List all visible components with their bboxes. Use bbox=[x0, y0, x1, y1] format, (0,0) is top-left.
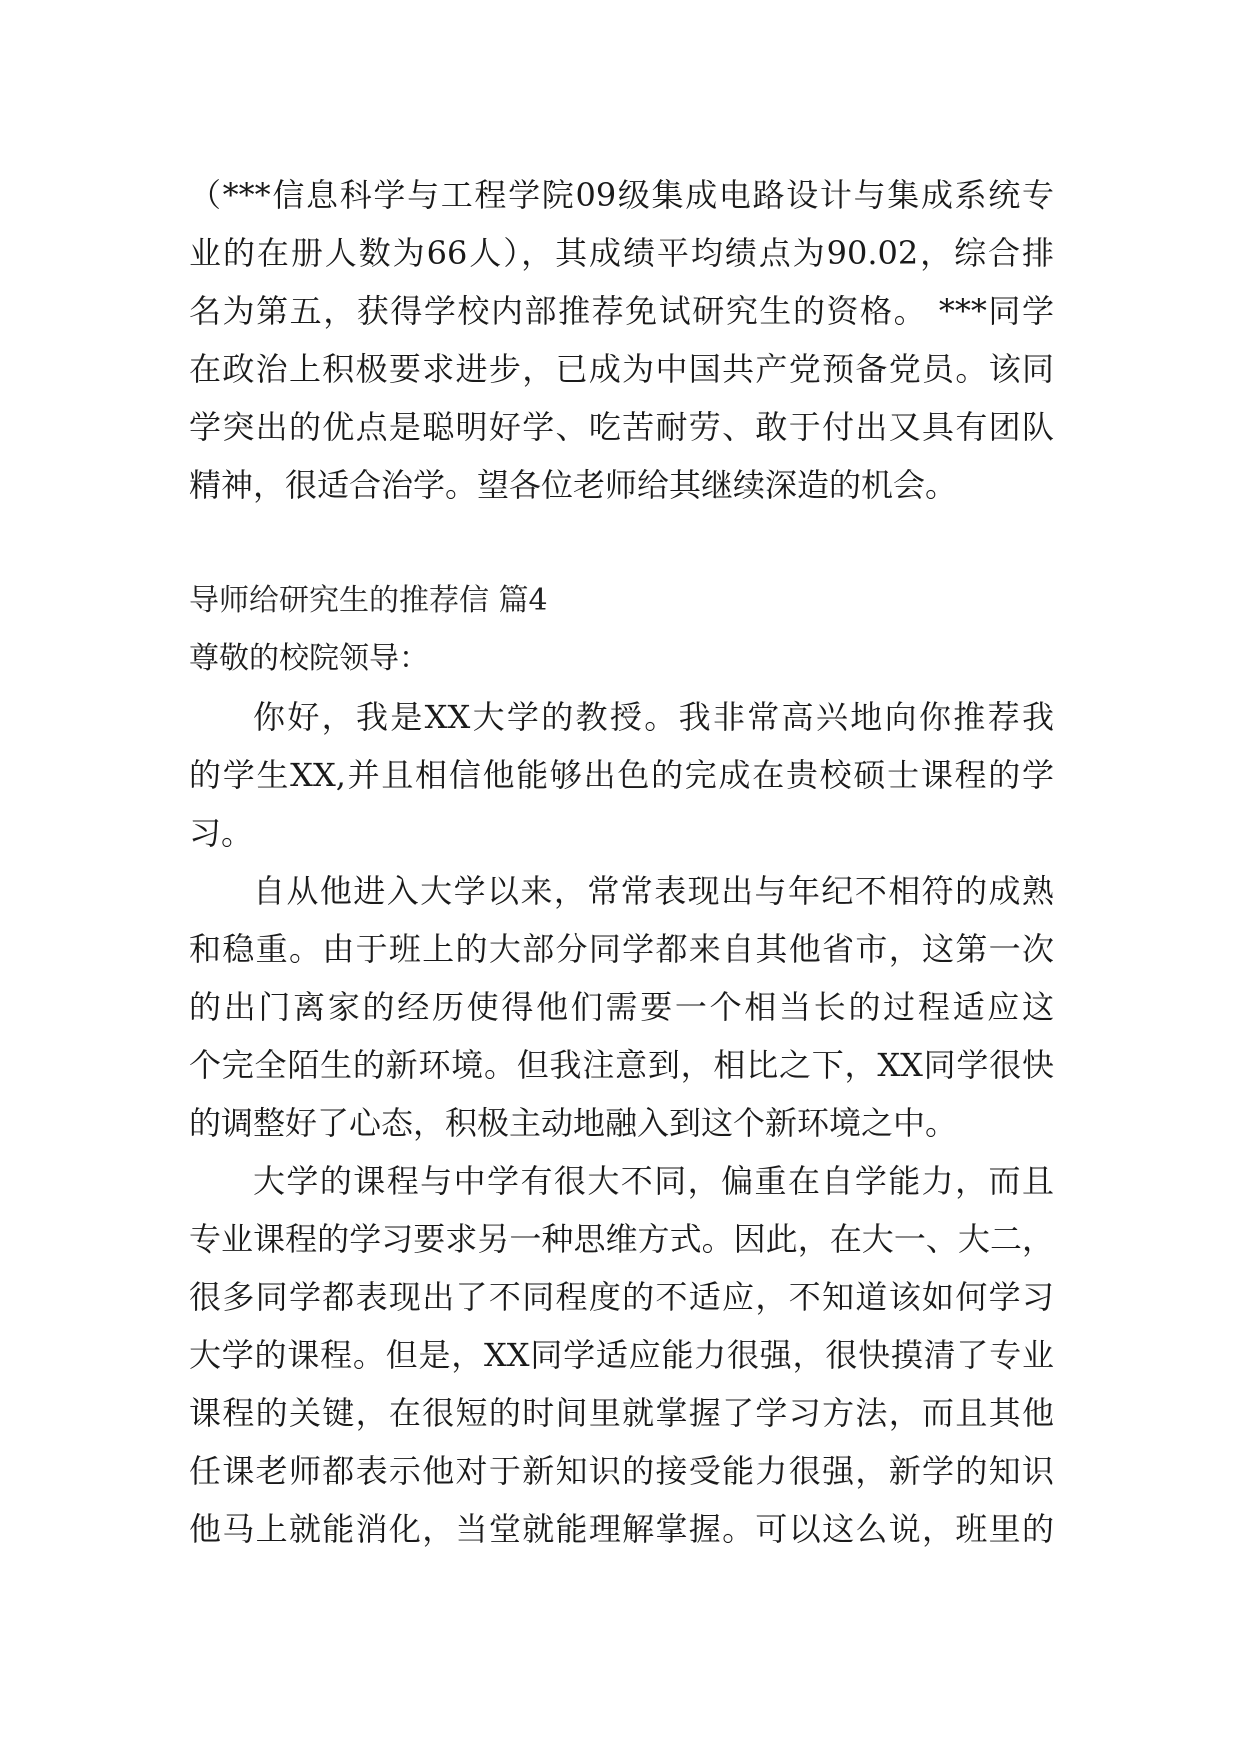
text-line: 大学的课程与中学有很大不同，偏重在自学能力，而且 bbox=[253, 1162, 1054, 1200]
text-line: 和稳重。由于班上的大部分同学都来自其他省市，这第一次 bbox=[189, 930, 1054, 968]
text-line: 他马上就能消化，当堂就能理解掌握。可以这么说，班里的 bbox=[189, 1510, 1054, 1548]
text-line: 的学生XX,并且相信他能够出色的完成在贵校硕士课程的学 bbox=[189, 756, 1054, 794]
paragraph-3 bbox=[189, 1152, 1054, 1558]
text-line: 的出门离家的经历使得他们需要一个相当长的过程适应这 bbox=[189, 988, 1054, 1026]
intro-paragraph bbox=[189, 166, 1054, 514]
text-line: 精神，很适合治学。望各位老师给其继续深造的机会。 bbox=[189, 466, 958, 504]
text-line: 习。 bbox=[189, 814, 254, 852]
paragraph-1 bbox=[189, 688, 1054, 862]
text-line: 很多同学都表现出了不同程度的不适应，不知道该如何学习 bbox=[189, 1278, 1054, 1316]
text-line: 大学的课程。但是，XX同学适应能力很强，很快摸清了专业 bbox=[189, 1336, 1054, 1374]
document-body bbox=[189, 166, 1054, 1558]
text-line: 的调整好了心态，积极主动地融入到这个新环境之中。 bbox=[189, 1104, 958, 1142]
text-line: 个完全陌生的新环境。但我注意到，相比之下，XX同学很快 bbox=[189, 1046, 1054, 1084]
text-line: 专业课程的学习要求另一种思维方式。因此，在大一、大二， bbox=[189, 1220, 1054, 1258]
paragraph-spacer bbox=[189, 514, 1054, 572]
text-line: 名为第五，获得学校内部推荐免试研究生的资格。 ***同学 bbox=[189, 292, 1054, 330]
text-line: 业的在册人数为66人），其成绩平均绩点为90.02，综合排 bbox=[189, 234, 1054, 272]
text-line: 自从他进入大学以来，常常表现出与年纪不相符的成熟 bbox=[253, 872, 1054, 910]
section-heading: 导师给研究生的推荐信 篇4 bbox=[189, 583, 548, 618]
text-line: 在政治上积极要求进步，已成为中国共产党预备党员。该同 bbox=[189, 350, 1054, 388]
salutation: 尊敬的校院领导： bbox=[189, 641, 429, 676]
paragraph-2 bbox=[189, 862, 1054, 1152]
text-line: 学突出的优点是聪明好学、吃苦耐劳、敢于付出又具有团队 bbox=[189, 408, 1054, 446]
text-line: 课程的关键，在很短的时间里就掌握了学习方法，而且其他 bbox=[189, 1394, 1054, 1432]
text-line: （***信息科学与工程学院09级集成电路设计与集成系统专 bbox=[189, 176, 1054, 214]
text-line: 你好，我是XX大学的教授。我非常高兴地向你推荐我 bbox=[253, 698, 1054, 736]
text-line: 任课老师都表示他对于新知识的接受能力很强，新学的知识 bbox=[189, 1452, 1054, 1490]
